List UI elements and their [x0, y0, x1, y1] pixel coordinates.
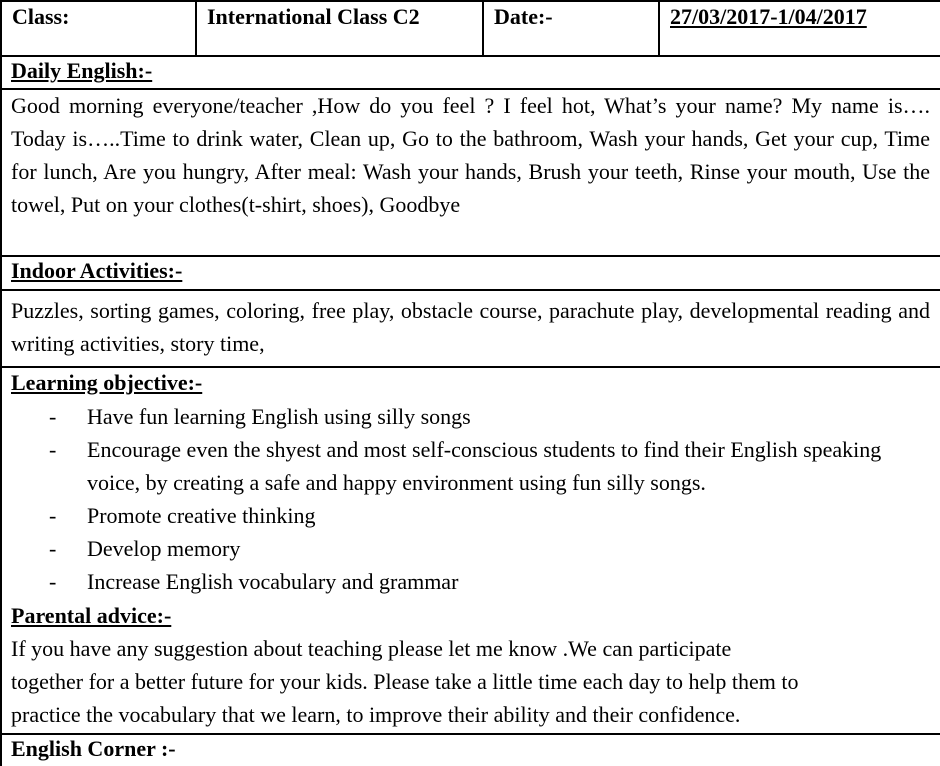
english-corner-title: English Corner :- [11, 736, 176, 761]
bullet-dash: - [49, 437, 57, 462]
indoor-activities-title: Indoor Activities:- [11, 258, 183, 283]
daily-english-text: Good morning everyone/teacher ,How do you feel ? I feel hot, What’s your name? My name is…. Today is…..Time to drink water, Clean up, Go to the bathroom, Wash your hands, Get your cup, Time for lunch, Are you hungry, After meal: Wash your hands, Brush your teeth, Rinse your mouth, Use the towel, Put on your clothes(t-shirt, shoes), Goodbye [11, 93, 930, 217]
date-value: 27/03/2017-1/04/2017 [670, 4, 867, 29]
list-item-text: Increase English vocabulary and grammar [87, 569, 459, 594]
class-value: International Class C2 [196, 1, 483, 56]
daily-english-title: Daily English:- [11, 58, 153, 83]
bullet-dash: - [49, 536, 57, 561]
parental-advice-line: together for a better future for your kids. Please take a little time each day to help them to [11, 669, 799, 694]
parental-advice-line: practice the vocabulary that we learn, to improve their ability and their confidence. [11, 702, 741, 727]
divider-daily-body [0, 255, 940, 257]
list-item [0, 499, 935, 532]
list-item-text: Encourage even the shyest and most self-conscious students to find their English speaking voice, by creating a safe and happy environment using fun silly songs. [87, 437, 882, 495]
bullet-dash: - [49, 503, 57, 528]
indoor-activities-text: Puzzles, sorting games, coloring, free play, obstacle course, parachute play, developmental reading and writing activities, story time, [11, 298, 930, 356]
list-item [0, 433, 935, 499]
bullet-dash: - [49, 404, 57, 429]
divider-parental [0, 733, 940, 735]
parental-advice-line: If you have any suggestion about teaching please let me know .We can participate [11, 636, 732, 661]
class-label: Class: [1, 1, 196, 56]
list-item [0, 532, 935, 565]
date-label: Date:- [483, 1, 659, 56]
list-item-text: Have fun learning English using silly songs [87, 404, 471, 429]
learning-objective-list [0, 400, 935, 598]
learning-objective-title: Learning objective:- [11, 370, 203, 395]
divider-indoor-title [0, 289, 940, 291]
list-item-text: Promote creative thinking [87, 503, 316, 528]
parental-advice-title: Parental advice:- [11, 603, 172, 628]
list-item [0, 565, 935, 598]
header-table [0, 0, 940, 57]
divider-indoor-body [0, 366, 940, 368]
list-item [0, 400, 935, 433]
bullet-dash: - [49, 569, 57, 594]
list-item-text: Develop memory [87, 536, 241, 561]
